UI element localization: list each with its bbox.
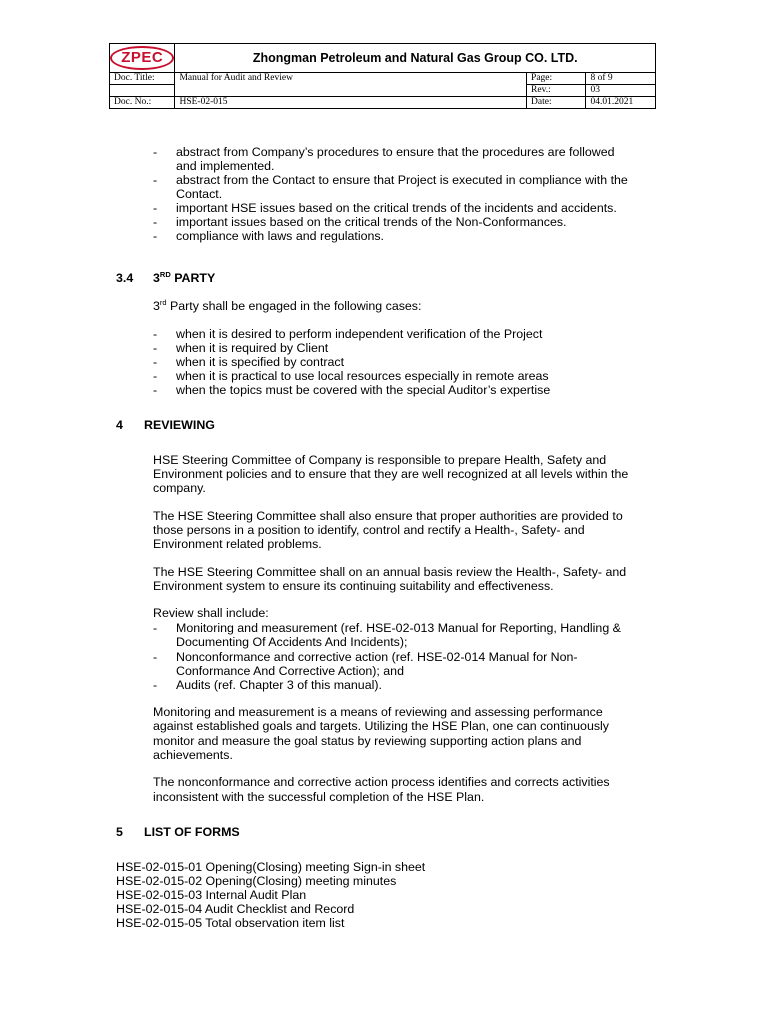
date-label: Date: — [527, 97, 586, 109]
bullet-dash: - — [153, 383, 158, 397]
paragraph-line: Monitoring and measurement is a means of reviewing and assessing performance — [153, 705, 603, 719]
bullet-text: Monitoring and measurement (ref. HSE-02-013 Manual for Reporting, Handling & — [176, 621, 621, 635]
document-header — [109, 43, 656, 109]
bullet-text: important HSE issues based on the critical trends of the incidents and accidents. — [176, 201, 617, 215]
bullet-dash: - — [153, 369, 158, 383]
doc-title-label: Doc. Title: — [110, 73, 175, 85]
form-item: HSE-02-015-01 Opening(Closing) meeting Sign-in sheet — [116, 860, 426, 874]
bullet-text: and implemented. — [176, 159, 275, 173]
rev-value: 03 — [586, 85, 656, 97]
page-label: Page: — [527, 73, 586, 85]
doc-no-value: HSE-02-015 — [175, 97, 527, 109]
bullet-text: Audits (ref. Chapter 3 of this manual). — [176, 678, 382, 692]
bullet-dash: - — [153, 215, 158, 229]
bullet-text: when it is practical to use local resources especially in remote areas — [176, 369, 549, 383]
section-number: 4 — [116, 418, 123, 432]
company-name: Zhongman Petroleum and Natural Gas Group CO. LTD. — [175, 44, 656, 73]
bullet-dash: - — [153, 201, 158, 215]
bullet-text: abstract from Company’s procedures to ensure that the procedures are followed — [176, 145, 615, 159]
paragraph-line: The HSE Steering Committee shall also ensure that proper authorities are provided to — [153, 509, 623, 523]
bullet-text: when it is specified by contract — [176, 355, 345, 369]
section-title: LIST OF FORMS — [144, 825, 240, 839]
form-item: HSE-02-015-04 Audit Checklist and Record — [116, 902, 355, 916]
form-item: HSE-02-015-03 Internal Audit Plan — [116, 888, 307, 902]
section-title: 3RD PARTY — [153, 269, 216, 285]
paragraph-line: monitor and measure the goal status by reviewing supporting action plans and — [153, 734, 582, 748]
logo-cell — [110, 44, 175, 73]
paragraph-line: Environment policies and to ensure that they are well recognized at all levels within the — [153, 467, 629, 481]
bullet-dash: - — [153, 678, 158, 692]
bullet-dash: - — [153, 173, 158, 187]
bullet-text: Conformance And Corrective Action); and — [176, 664, 404, 678]
bullet-text: Nonconformance and corrective action (ref. HSE-02-014 Manual for Non- — [176, 650, 578, 664]
bullet-text: when it is desired to perform independent verification of the Project — [176, 327, 543, 341]
paragraph-line: The nonconformance and corrective action process identifies and corrects activities — [153, 775, 610, 789]
bullet-dash: - — [153, 355, 158, 369]
paragraph-line: Environment system to ensure its continuing suitability and effectiveness. — [153, 579, 554, 593]
paragraph-line: company. — [153, 481, 206, 495]
paragraph-line: inconsistent with the successful completion of the HSE Plan. — [153, 790, 485, 804]
page-value: 8 of 9 — [586, 73, 656, 85]
section-title: REVIEWING — [144, 418, 215, 432]
review-intro: Review shall include: — [153, 606, 269, 620]
paragraph-line: HSE Steering Committee of Company is responsible to prepare Health, Safety and — [153, 453, 607, 467]
doc-no-label: Doc. No.: — [110, 97, 175, 109]
paragraph-line: those persons in a position to identify, control and rectify a Health-, Safety- and — [153, 523, 585, 537]
rev-label: Rev.: — [527, 85, 586, 97]
zpec-logo: ZPEC — [110, 46, 174, 70]
doc-title-empty — [110, 85, 175, 97]
bullet-dash: - — [153, 327, 158, 341]
section-number: 3.4 — [116, 271, 134, 285]
bullet-dash: - — [153, 650, 158, 664]
form-item: HSE-02-015-05 Total observation item list — [116, 916, 345, 930]
bullet-dash: - — [153, 621, 158, 635]
paragraph-line: against established goals and targets. Utilizing the HSE Plan, one can continuously — [153, 719, 609, 733]
doc-title-value: Manual for Audit and Review — [175, 73, 527, 97]
bullet-dash: - — [153, 145, 158, 159]
bullet-text: abstract from the Contact to ensure that Project is executed in compliance with the — [176, 173, 628, 187]
bullet-text: when the topics must be covered with the special Auditor’s expertise — [176, 383, 551, 397]
paragraph-line: achievements. — [153, 748, 233, 762]
section-intro: 3rd Party shall be engaged in the following cases: — [153, 297, 422, 313]
paragraph-line: The HSE Steering Committee shall on an annual basis review the Health-, Safety- and — [153, 565, 627, 579]
date-value: 04.01.2021 — [586, 97, 656, 109]
bullet-dash: - — [153, 229, 158, 243]
bullet-text: compliance with laws and regulations. — [176, 229, 384, 243]
bullet-text: Contact. — [176, 187, 223, 201]
bullet-text: important issues based on the critical trends of the Non-Conformances. — [176, 215, 567, 229]
bullet-text: when it is required by Client — [176, 341, 329, 355]
bullet-text: Documenting Of Accidents And Incidents); — [176, 635, 408, 649]
paragraph-line: Environment related problems. — [153, 537, 322, 551]
form-item: HSE-02-015-02 Opening(Closing) meeting minutes — [116, 874, 397, 888]
bullet-dash: - — [153, 341, 158, 355]
section-number: 5 — [116, 825, 123, 839]
